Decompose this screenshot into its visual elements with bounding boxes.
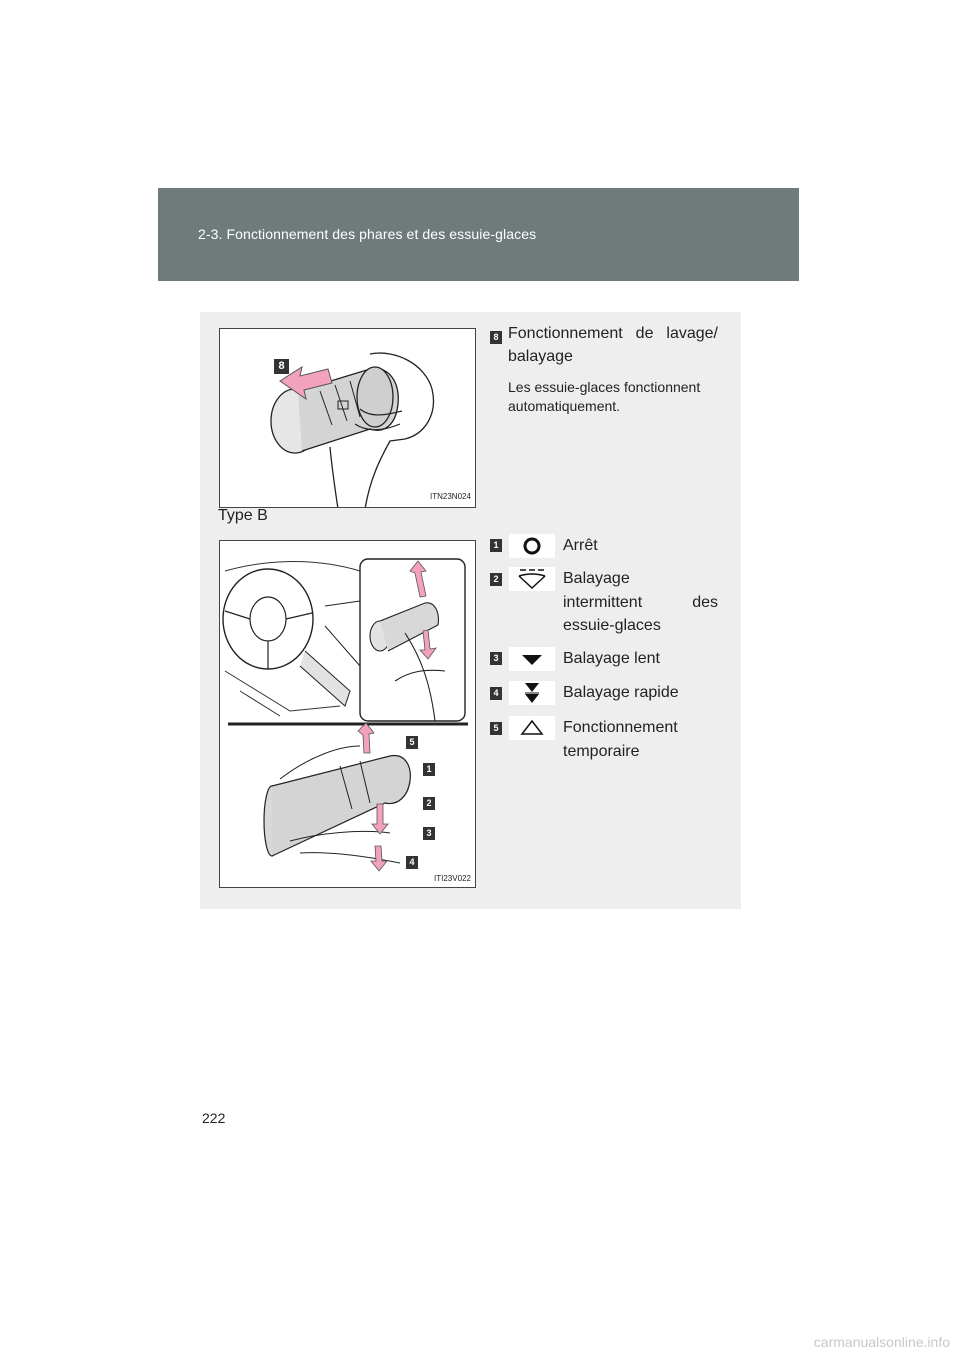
mode-badge-2: 2 [490,573,502,586]
type-label: Type B [218,507,268,524]
mode-badge-4: 4 [490,687,502,700]
site-watermark[interactable]: carmanualsonline.info [813,1334,950,1350]
low-speed-triangle-icon [509,647,555,671]
intermittent-wiper-icon [509,567,555,591]
off-circle-icon [509,534,555,558]
dashboard-lever-drawing [220,541,476,888]
callout-badge-8: 8 [274,359,289,374]
callout-badge-3: 3 [423,827,435,840]
hand-lever-drawing [220,329,476,508]
chapter-title: 2-3. Fonctionnement des phares et des essuie-glaces [198,226,537,242]
section-badge-8: 8 [490,331,502,344]
mode-label-intermittent-2: intermittent des [563,594,718,611]
chapter-header [158,188,799,281]
washer-lever-illustration [219,328,476,508]
page-number: 222 [202,1110,226,1126]
mode-label-low: Balayage lent [563,650,660,667]
callout-badge-5: 5 [406,736,418,749]
mode-label-mist-1: Fonctionnement [563,719,678,736]
section8-title-line1: Fonctionnement de lavage/ [508,325,718,342]
mode-label-off: Arrêt [563,537,598,554]
callout-badge-4: 4 [406,856,418,869]
figure-code: ITN23N024 [430,492,471,501]
mode-badge-5: 5 [490,722,502,735]
section8-description: Les essuie-glaces fonctionnent automatiquement. [508,379,701,414]
section8-title: balayage [508,348,573,365]
figure-code: ITI23V022 [434,874,471,883]
wiper-lever-positions-illustration [219,540,476,888]
mode-badge-1: 1 [490,539,502,552]
high-speed-double-triangle-icon [509,681,555,705]
callout-badge-1: 1 [423,763,435,776]
mist-outline-triangle-icon [509,716,555,740]
mode-badge-3: 3 [490,652,502,665]
callout-badge-2: 2 [423,797,435,810]
mode-label-intermittent-1: Balayage [563,570,630,587]
mode-label-intermittent-3: essuie-glaces [563,617,661,634]
mode-label-mist-2: temporaire [563,743,640,760]
mode-label-high: Balayage rapide [563,684,679,701]
